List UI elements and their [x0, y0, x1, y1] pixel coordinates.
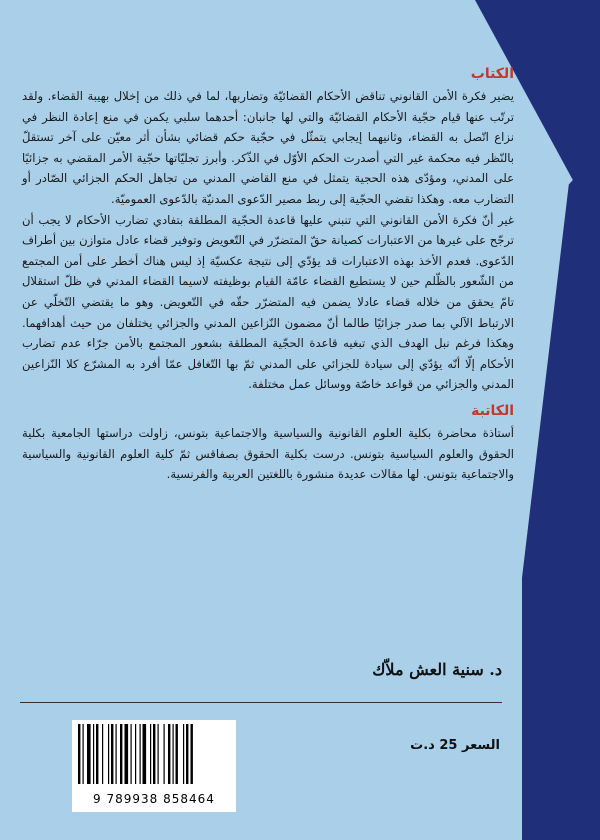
- author-heading: الكاتبة: [471, 402, 514, 419]
- cover-text: [22, 66, 514, 485]
- author-bio: أستاذة محاضرة بكلية العلوم القانونية والسياسية والاجتماعية بتونس، زاولت دراستها الجامعية بكلية الحقوق والعلوم السياسية بتونس. درست بكلية الحقوق بصفاقس ثمّ كلية العلوم القانونية والسياسية والاجتماعية بتونس. لها مقالات عديدة منشورة باللغتين العربية والفرنسية.: [22, 425, 514, 482]
- price-label: السعر 25 د.ت: [410, 738, 500, 753]
- side-band-decoration: [522, 150, 600, 840]
- book-paragraph-2: غير أنّ فكرة الأمن القانوني التي تنبني عليها قاعدة الحجّية المطلقة بتفادي تضارب الأحكام لا يجب أن ترجّح على غيرها من الاعتبارات كصيانة حقّ المتضرّر في التّعويض وتوفير قضاء عادل متوازن بين أطراف الدّعوى. فعدم الأخذ بهذه الاعتبارات قد يؤدّي إلى نتيجة عكسيّة إذ ليس هناك أخطر على أمن المجتمع من الشّعور بالظّلم حين لا يستطيع القضاء عامّة القيام بوظيفته لاسيما القضاء المدني في ظلّ استقلال تامّ يحقق من خلاله قضاء عادلا يضمن فيه المتضرّر حقّه في التّعويض. وهو ما يقتضي التّخلّي عن الارتباط الآلي بما صدر جزائيًا طالما أنّ مضمون النّزاعين المدني والجزائي يختلفان من حيث أهدافهما. وهكذا فرغم نبل الهدف الذي تبغيه قاعدة الحجّية المطلقة بشعور المجتمع بالأمن جرّاء عدم تضارب الأحكام إلّا أنّه يؤدّي إلى سيادة للجزائي على المدني ثمّ بها التّغافل عمّا أفرد به المشرّع كلا النّزاعين المدني والجزائي من قواعد خاصّة ووسائل عمل مختلفة.: [22, 212, 514, 392]
- barcode-number: 9 789938 858464: [93, 792, 215, 806]
- divider: [20, 702, 502, 703]
- barcode: [72, 720, 236, 812]
- barcode-bars: [78, 724, 230, 784]
- book-heading: الكتاب: [470, 66, 514, 82]
- book-paragraph-1: يضير فكرة الأمن القانوني تناقض الأحكام القضائيّة وتضاربها، لما في ذلك من إخلال بهيبة القضاء. ولقد ترتّب عنها قيام حجّية الأحكام القضائيّة والتي لها جانبان: أحدهما سلبي يكمن في منع إعادة النظر في نزاع اتّصل به القضاء، وثانيهما إيجابي يتمثّل في حجّية حكم قضائي بشأن أثر معيّن على آخر تستقلّ بالنّظر فيه محكمة غير التي أصدرت الحكم الأوّل في الذّكر. وأبرز تجليّاتها حجّية الأمر المقضي به جزائيًا على المدني، ومؤدّى هذه الحجية يتمثل في منع القاضي المدني من تجاهل الحكم الجزائي الصّادر أو التضارب معه. وهكذا تقضي الحجّية إلى ربط مصير الدّعوى المدنيّة بالدّعوى العموميّة.: [22, 89, 514, 206]
- author-signature: د. سنية العش ملاّك: [372, 660, 502, 679]
